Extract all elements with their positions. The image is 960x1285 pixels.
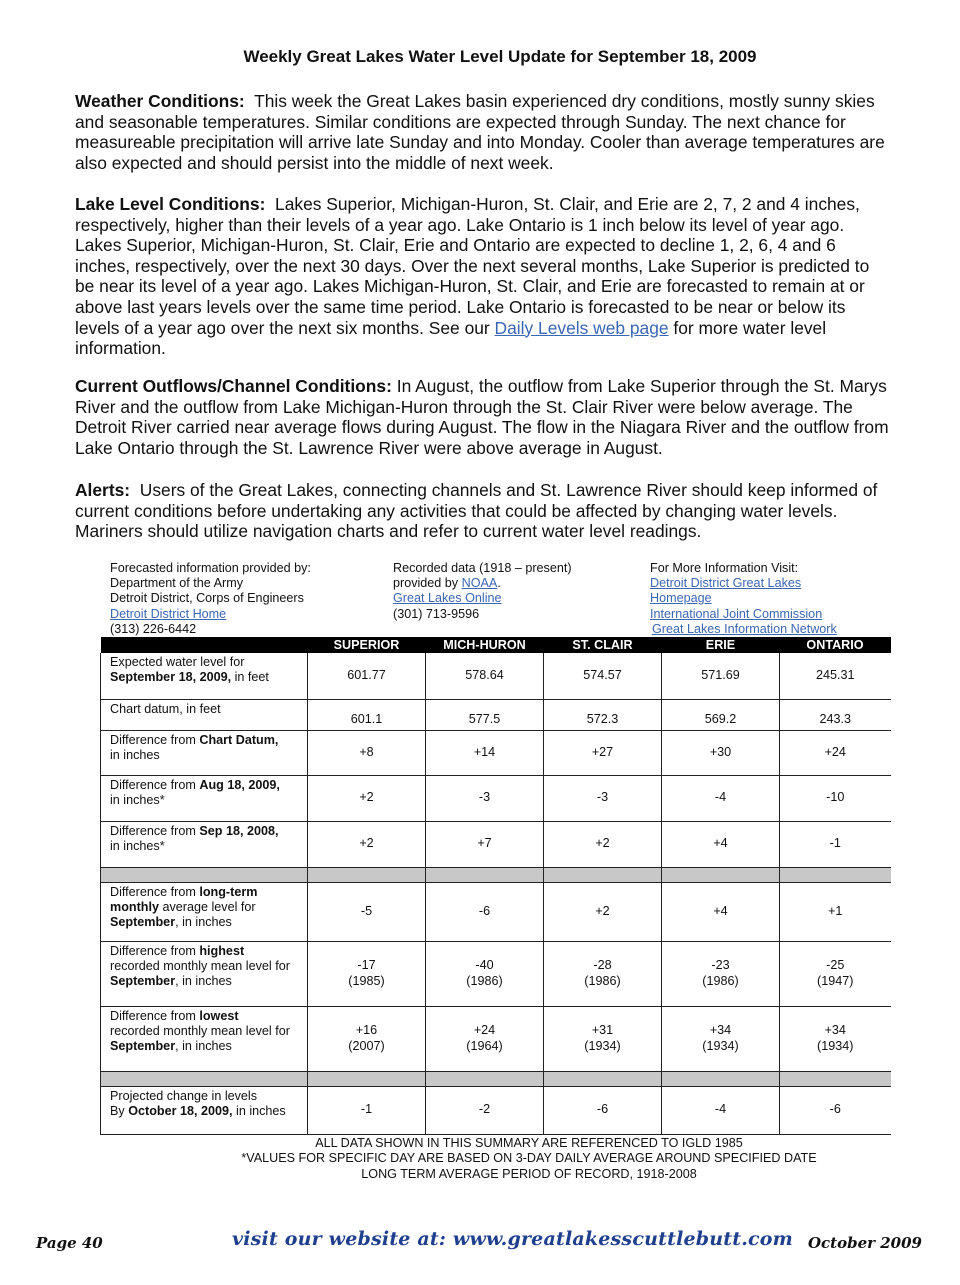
table-row: [101, 882, 891, 941]
header-st-clair: ST. CLAIR: [544, 637, 662, 653]
lake-level-line: Lakes Superior, Michigan-Huron, St. Clair, and Erie are 2, 7, 2 and 4 inches,: [275, 194, 860, 214]
table-cell: -2: [426, 1086, 544, 1134]
weather-heading: Weather Conditions:: [75, 91, 245, 111]
row-label: Difference from Aug 18, 2009, in inches*: [101, 775, 308, 821]
lake-level-line: information.: [75, 338, 166, 359]
website-footer[interactable]: visit our website at: www.greatlakesscuttlebutt.com: [232, 1228, 793, 1250]
info-text: For More Information Visit:: [650, 561, 799, 575]
table-cell: +2: [308, 821, 426, 867]
lake-level-line: Lakes Superior, Michigan-Huron, St. Clair, Erie and Ontario are expected to decline 1, 2, 6, 4 and 6: [75, 235, 836, 256]
glin-link[interactable]: Great Lakes Information Network: [652, 621, 837, 636]
table-cell: +34 (1934): [780, 1006, 891, 1071]
noaa-link[interactable]: NOAA: [461, 576, 498, 591]
table-cell: +30: [662, 730, 780, 775]
row-label: Difference from highest recorded monthly mean level for September, in inches: [101, 941, 308, 1006]
table-cell: 577.5: [426, 699, 544, 730]
outflows-line: Lake Ontario through the St. Lawrence River were above average in August.: [75, 437, 663, 458]
info-forecast: [110, 561, 311, 637]
alerts-line: Users of the Great Lakes, connecting channels and St. Lawrence River should keep informed of: [139, 480, 878, 500]
table-row: [101, 941, 891, 1006]
table-cell: -40 (1986): [426, 941, 544, 1006]
note-line: LONG TERM AVERAGE PERIOD OF RECORD, 1918-2008: [361, 1166, 697, 1181]
table-cell: +1: [780, 882, 891, 941]
table-row: [101, 1006, 891, 1071]
table-notes: [0, 1136, 960, 1182]
info-text: provided by: [393, 576, 462, 591]
alerts-heading: Alerts:: [75, 480, 131, 500]
page-title: Weekly Great Lakes Water Level Update for September 18, 2009: [243, 47, 757, 66]
row-label: Difference from long-term monthly average level for September, in inches: [101, 882, 308, 941]
outflows-line: In August, the outflow from Lake Superior through the St. Marys: [396, 376, 887, 396]
outflows-line: River and the outflow from Lake Michigan-Huron through the St. Clair River were below average. The: [75, 396, 853, 417]
table-cell: 245.31: [780, 653, 891, 699]
table-cell: +8: [308, 730, 426, 775]
weather-line: measureable precipitation will arrive late Sunday and into Monday. Cooler than average temperatures are: [75, 132, 885, 153]
lake-level-heading: Lake Level Conditions:: [75, 194, 266, 214]
table-cell: +27: [544, 730, 662, 775]
table-cell: +14: [426, 730, 544, 775]
ijc-link[interactable]: International Joint Commission: [650, 606, 823, 621]
table-cell: 571.69: [662, 653, 780, 699]
outflows-section: [75, 376, 895, 458]
table-cell: -25 (1947): [780, 941, 891, 1006]
table-row: [101, 775, 891, 821]
weather-line: also expected and should persist into the middle of next week.: [75, 152, 554, 173]
daily-levels-link[interactable]: Daily Levels web page: [494, 317, 669, 338]
table-cell: -23 (1986): [662, 941, 780, 1006]
header-blank: [101, 637, 308, 653]
info-text: Recorded data (1918 – present): [393, 561, 572, 575]
header-erie: ERIE: [662, 637, 780, 653]
alerts-line: current conditions before undertaking any activities that could be affected by changing water levels.: [75, 500, 838, 521]
table-row: [101, 1086, 891, 1134]
table-cell: -1: [308, 1086, 426, 1134]
row-label: Projected change in levels By October 18, 2009, in inches: [101, 1086, 308, 1134]
table-row: [101, 653, 891, 699]
row-label: Difference from lowest recorded monthly mean level for September, in inches: [101, 1006, 308, 1071]
table-cell: +34 (1934): [662, 1006, 780, 1071]
row-label: Chart datum, in feet: [101, 699, 308, 730]
weather-section: [75, 91, 895, 173]
lake-level-line: for more water level: [668, 317, 827, 338]
issue-date: October 2009: [807, 1234, 922, 1252]
table-cell: -4: [662, 775, 780, 821]
table-cell: -3: [544, 775, 662, 821]
lake-level-line: levels of a year ago over the next six months. See our: [75, 317, 495, 338]
table-cell: +4: [662, 821, 780, 867]
homepage-link[interactable]: Homepage: [650, 591, 712, 606]
table-cell: +2: [544, 882, 662, 941]
lake-level-line: above last years levels over the same time period. Lake Ontario is forecasted to be near or below its: [75, 296, 846, 317]
note-line: ALL DATA SHOWN IN THIS SUMMARY ARE REFERENCED TO IGLD 1985: [315, 1136, 743, 1150]
table-cell: +24 (1964): [426, 1006, 544, 1071]
info-more: [650, 561, 837, 637]
table-cell: +7: [426, 821, 544, 867]
row-label: Difference from Sep 18, 2008, in inches*: [101, 821, 308, 867]
weather-line: and seasonable temperatures. Similar conditions are expected through Sunday. The next chance for: [75, 111, 846, 132]
row-label: Difference from Chart Datum, in inches: [101, 730, 308, 775]
table-row: [101, 821, 891, 867]
table-cell: +24: [780, 730, 891, 775]
table-cell: 601.77: [308, 653, 426, 699]
info-recorded: [393, 561, 572, 622]
table-cell: +16 (2007): [308, 1006, 426, 1071]
table-cell: 569.2: [662, 699, 780, 730]
table-cell: +31 (1934): [544, 1006, 662, 1071]
lake-level-section: [75, 194, 895, 359]
lake-level-line: respectively, higher than their levels of a year ago. Lake Ontario is 1 inch below its level of year ago.: [75, 214, 845, 235]
table-cell: -6: [780, 1086, 891, 1134]
table-row: [101, 730, 891, 775]
note-line: *VALUES FOR SPECIFIC DAY ARE BASED ON 3-DAY DAILY AVERAGE AROUND SPECIFIED DATE: [241, 1151, 817, 1166]
table-cell: -17 (1985): [308, 941, 426, 1006]
info-text: Department of the Army: [110, 576, 243, 591]
table-cell: +2: [308, 775, 426, 821]
table-cell: 601.1: [308, 699, 426, 730]
water-level-table: [100, 637, 890, 1135]
alerts-section: [75, 480, 895, 542]
detroit-district-great-lakes-link[interactable]: Detroit District Great Lakes: [650, 576, 802, 591]
table-cell: -4: [662, 1086, 780, 1134]
table-cell: -5: [308, 882, 426, 941]
table-cell: 578.64: [426, 653, 544, 699]
table-row: [101, 699, 891, 730]
info-phone: (301) 713-9596: [393, 606, 480, 621]
great-lakes-online-link[interactable]: Great Lakes Online: [393, 591, 502, 606]
alerts-line: Mariners should utilize navigation charts and refer to current water level readings.: [75, 521, 702, 542]
table-spacer-row: [101, 1071, 891, 1086]
detroit-district-home-link[interactable]: Detroit District Home: [110, 606, 227, 621]
weather-line: This week the Great Lakes basin experienced dry conditions, mostly sunny skies: [254, 91, 875, 111]
table-cell: 572.3: [544, 699, 662, 730]
table-cell: -28 (1986): [544, 941, 662, 1006]
table-cell: 243.3: [780, 699, 891, 730]
info-text: Detroit District, Corps of Engineers: [110, 591, 304, 606]
info-phone: (313) 226-6442: [110, 621, 197, 636]
table-cell: -3: [426, 775, 544, 821]
table-cell: -6: [544, 1086, 662, 1134]
lake-level-line: be near its level of a year ago. Lakes Michigan-Huron, St. Clair, and Erie are forecasted to remain at or: [75, 276, 865, 297]
info-text: .: [497, 576, 501, 591]
header-ontario: ONTARIO: [780, 637, 891, 653]
table-cell: +2: [544, 821, 662, 867]
table-cell: -1: [780, 821, 891, 867]
table-cell: -6: [426, 882, 544, 941]
table-cell: -10: [780, 775, 891, 821]
row-label: Expected water level for September 18, 2009, in feet: [101, 653, 308, 699]
header-superior: SUPERIOR: [308, 637, 426, 653]
outflows-line: Detroit River carried near average flows during August. The flow in the Niagara River and the outflow from: [75, 417, 889, 438]
lake-level-line: inches, respectively, over the next 30 days. Over the next several months, Lake Superior is predicted to: [75, 255, 870, 276]
header-mich-huron: MICH-HURON: [426, 637, 544, 653]
outflows-heading: Current Outflows/Channel Conditions:: [75, 376, 392, 396]
table-spacer-row: [101, 867, 891, 882]
page-number: Page 40: [36, 1234, 103, 1252]
info-text: Forecasted information provided by:: [110, 561, 311, 575]
table-cell: +4: [662, 882, 780, 941]
table-cell: 574.57: [544, 653, 662, 699]
